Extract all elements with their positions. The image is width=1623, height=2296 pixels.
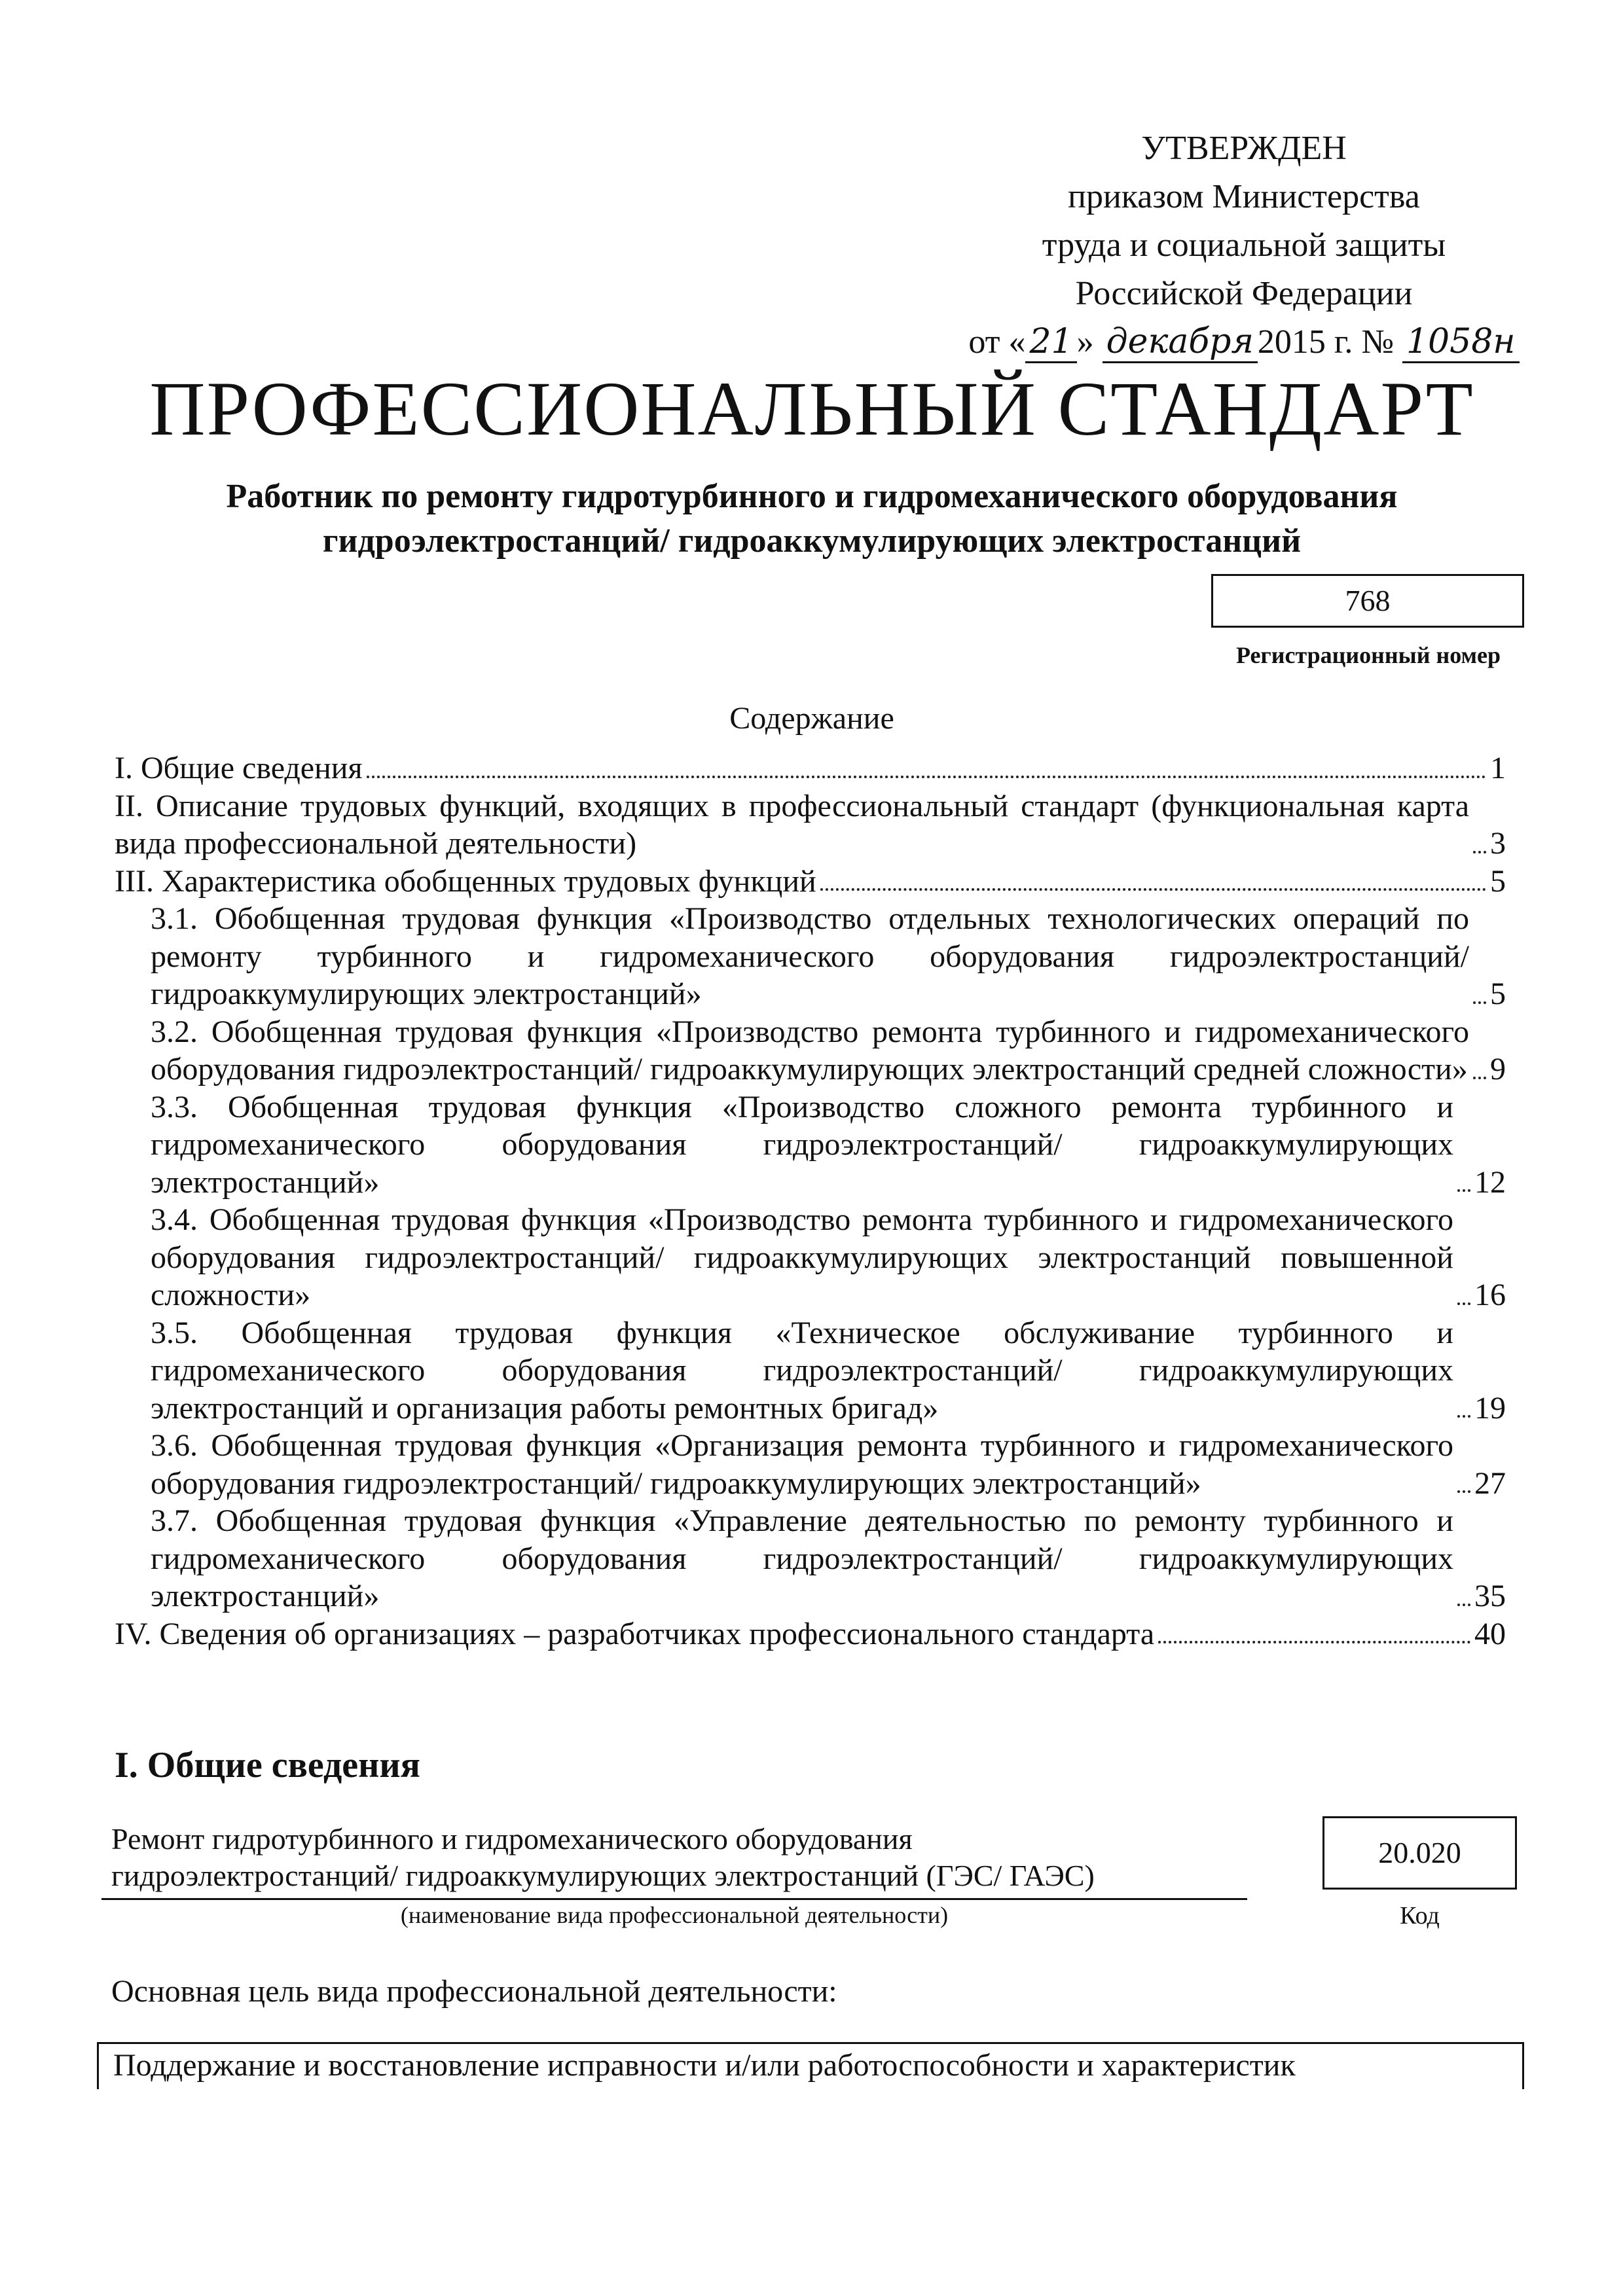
toc-page-number: 12	[1474, 1164, 1506, 1200]
toc-dot-leader	[1473, 851, 1486, 853]
toc-page-number: 9	[1490, 1052, 1506, 1086]
toc-dot-leader	[367, 776, 1486, 778]
toc-item-text: IV. Сведения об организациях – разработчиках профессионального стандарта	[115, 1616, 1155, 1651]
activity-name-line: гидроэлектростанций/ гидроаккумулирующих электростанций (ГЭС/ ГАЭС)	[111, 1859, 1095, 1892]
date-day: 21	[1025, 322, 1076, 363]
toc-dot-leader	[1158, 1641, 1470, 1643]
toc-item-text: II. Описание трудовых функций, входящих в профессиональный стандарт (функциональная карта вида профессиональной деятельности)	[115, 788, 1469, 861]
activity-caption: (наименование вида профессиональной деятельности)	[400, 1902, 949, 1928]
toc-page-number: 40	[1474, 1616, 1506, 1651]
date-prefix: от «	[968, 323, 1026, 361]
activity-code-box: 20.020	[1322, 1816, 1517, 1890]
toc-dot-leader	[1457, 1604, 1470, 1606]
activity-underline	[101, 1898, 1247, 1900]
table-of-contents	[115, 749, 1506, 1653]
toc-page-number: 19	[1474, 1390, 1506, 1426]
toc-page-number: 35	[1474, 1579, 1506, 1613]
toc-page-number: 5	[1490, 863, 1506, 899]
toc-page-number: 1	[1490, 751, 1506, 785]
activity-code-label: Код	[1400, 1902, 1440, 1929]
toc-item	[115, 863, 1506, 901]
toc-item-text: 3.1. Обобщенная трудовая функция «Производство отдельных технологических операций по ремонту турбинного и гидромеханического оборудования гидроэлектростанций/ гидроаккумулирующих электростанций»	[151, 901, 1469, 1011]
goal-label: Основная цель вида профессиональной деятельности:	[111, 1974, 837, 2009]
toc-item	[115, 1314, 1506, 1427]
toc-item-text: 3.2. Обобщенная трудовая функция «Производство ремонта турбинного и гидромеханического оборудования гидроэлектростанций/ гидроаккумулирующих электростанций средней сложности»	[151, 1014, 1469, 1086]
date-mid: »	[1076, 323, 1094, 361]
toc-item-text: 3.4. Обобщенная трудовая функция «Производство ремонта турбинного и гидромеханического оборудования гидроэлектростанций/ гидроаккумулирующих электростанций повышенной сложности»	[151, 1202, 1453, 1312]
toc-item	[115, 1088, 1506, 1202]
activity-name-line: Ремонт гидротурбинного и гидромеханического оборудования	[111, 1822, 913, 1856]
toc-dot-leader	[1457, 1490, 1470, 1493]
toc-item	[115, 900, 1506, 1013]
approval-line: приказом Министерства	[1068, 178, 1420, 215]
toc-item-text: 3.7. Обобщенная трудовая функция «Управление деятельностью по ремонту турбинного и гидромеханического оборудования гидроэлектростанций/ гидроаккумулирующих электростанций»	[151, 1503, 1453, 1613]
toc-item-text: 3.5. Обобщенная трудовая функция «Техническое обслуживание турбинного и гидромеханического оборудования гидроэлектростанций/ гидроаккумулирующих электростанций и организация работы ремонтных бригад»	[151, 1315, 1453, 1426]
approval-line: Российской Федерации	[1075, 275, 1413, 312]
toc-item	[115, 1427, 1506, 1502]
toc-item-text: I. Общие сведения	[115, 751, 363, 785]
toc-dot-leader	[1457, 1189, 1470, 1192]
toc-item	[115, 1502, 1506, 1615]
date-month: декабря	[1103, 322, 1258, 363]
order-number: 1058н	[1402, 322, 1520, 363]
toc-heading: Содержание	[729, 701, 894, 736]
toc-item-text: III. Характеристика обобщенных трудовых функций	[115, 863, 816, 899]
toc-item	[115, 1615, 1506, 1653]
toc-dot-leader	[820, 888, 1486, 891]
subtitle-line: гидроэлектростанций/ гидроаккумулирующих электростанций	[322, 522, 1302, 560]
toc-item	[115, 749, 1506, 787]
subtitle-line: Работник по ремонту гидротурбинного и гидромеханического оборудования	[226, 478, 1398, 515]
toc-item	[115, 787, 1506, 863]
toc-dot-leader	[1473, 1077, 1486, 1079]
goal-text-box: Поддержание и восстановление исправности и/или работоспособности и характеристик	[97, 2042, 1524, 2089]
section-heading: I. Общие сведения	[115, 1745, 420, 1785]
toc-item-text: 3.6. Обобщенная трудовая функция «Организация ремонта турбинного и гидромеханического оборудования гидроэлектростанций/ гидроаккумулирующих электростанций»	[151, 1428, 1453, 1501]
approval-title: УТВЕРЖДЕН	[1141, 130, 1347, 167]
toc-dot-leader	[1473, 1001, 1486, 1004]
approval-block	[949, 124, 1539, 367]
toc-item	[115, 1013, 1506, 1088]
toc-item-text: 3.3. Обобщенная трудовая функция «Производство сложного ремонта турбинного и гидромеханического оборудования гидроэлектростанций/ гидроаккумулирующих электростанций»	[151, 1089, 1453, 1200]
toc-page-number: 5	[1490, 977, 1506, 1011]
activity-name	[111, 1821, 1237, 1894]
toc-dot-leader	[1457, 1415, 1470, 1418]
date-year: 2015 г. №	[1257, 323, 1394, 361]
approval-line: труда и социальной защиты	[1042, 226, 1446, 264]
toc-page-number: 27	[1474, 1465, 1506, 1501]
approval-date	[949, 318, 1539, 367]
document-subtitle	[131, 475, 1493, 564]
toc-page-number: 3	[1490, 826, 1506, 861]
document-title: ПРОФЕССИОНАЛЬНЫЙ СТАНДАРТ	[149, 366, 1474, 452]
registration-number-box: 768	[1211, 574, 1524, 628]
registration-number-label: Регистрационный номер	[1235, 642, 1501, 668]
toc-page-number: 16	[1474, 1278, 1506, 1312]
toc-item	[115, 1201, 1506, 1314]
toc-dot-leader	[1457, 1302, 1470, 1305]
